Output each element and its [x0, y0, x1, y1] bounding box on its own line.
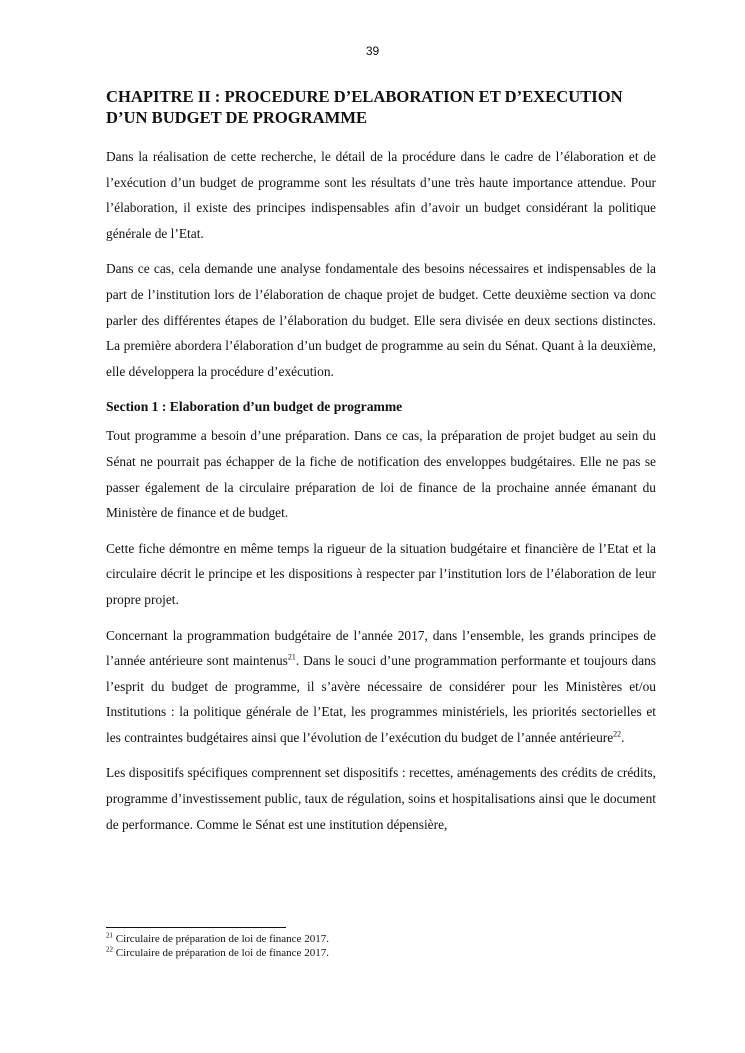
chapter-title: CHAPITRE II : PROCEDURE D’ELABORATION ET D’EXECUTION D’UN BUDGET DE PROGRAMME	[106, 87, 623, 127]
paragraph-text: Concernant la programmation budgétaire de l’année 2017, dans l’ensemble, les grands principes de l’année antérieure sont maintenus	[106, 627, 656, 669]
footnote-text: Circulaire de préparation de loi de finance 2017.	[113, 933, 329, 945]
paragraph-text: . Dans le souci d’une programmation performante et toujours dans l’esprit du budget de programme, il s’avère nécessaire de considérer pour les Ministères et/ou Institutions : la politique générale de l’Etat, les programmes ministériels, les priorités sectorielles et les contraintes budgétaires ainsi que l’évolution de l’exécution du budget de l’année antérieure	[106, 653, 656, 745]
footnote-text: Circulaire de préparation de loi de finance 2017.	[113, 947, 329, 959]
footnote-ref-22[interactable]: 22	[613, 729, 622, 739]
footnote-ref-21[interactable]: 21	[287, 652, 296, 662]
footnote-22	[106, 946, 656, 960]
section-title: Section 1 : Elaboration d’un budget de programme	[106, 399, 403, 415]
paragraph-text: .	[621, 729, 625, 745]
footnote-number: 22	[106, 945, 113, 954]
page-body	[106, 86, 656, 847]
section-paragraph-3	[106, 623, 656, 751]
intro-paragraph-1: Dans la réalisation de cette recherche, le détail de la procédure dans le cadre de l’élaboration et de l’exécution d’un budget de programme sont les résultats d’une très haute importance attendue. Pour l’élaboration, il existe des principes indispensables afin d’avoir un budget considérant la politique générale de l’Etat.	[106, 149, 656, 241]
footnote-number: 21	[106, 931, 113, 940]
footnotes	[106, 932, 656, 960]
section-paragraph-2: Cette fiche démontre en même temps la rigueur de la situation budgétaire et financière de l’Etat et la circulaire décrit le principe et les dispositions à respecter par l’institution lors de l’élaboration de leur propre projet.	[106, 540, 656, 607]
section-paragraph-4: Les dispositifs spécifiques comprennent set dispositifs : recettes, aménagements des crédits de crédits, programme d’investissement public, taux de régulation, soins et hospitalisations ainsi que le document de performance. Comme le Sénat est une institution dépensière,	[106, 765, 656, 832]
intro-paragraph-2: Dans ce cas, cela demande une analyse fondamentale des besoins nécessaires et indispensables de la part de l’institution lors de l’élaboration de chaque projet de budget. Cette deuxième section va donc parler des différentes étapes de l’élaboration du budget. Elle sera divisée en deux sections distinctes. La première abordera l’élaboration d’un budget de programme au sein du Sénat. Quant à la deuxième, elle développera la procédure d’exécution.	[106, 261, 656, 379]
footnote-separator	[106, 927, 286, 928]
section-paragraph-1: Tout programme a besoin d’une préparation. Dans ce cas, la préparation de projet budget au sein du Sénat ne pourrait pas échapper de la fiche de notification des enveloppes budgétaires. Elle ne pas se passer également de la circulaire préparation de loi de finance de la prochaine année émanant du Ministère de finance et de budget.	[106, 428, 656, 521]
page-number: 39	[365, 44, 380, 58]
footnote-21	[106, 932, 656, 946]
